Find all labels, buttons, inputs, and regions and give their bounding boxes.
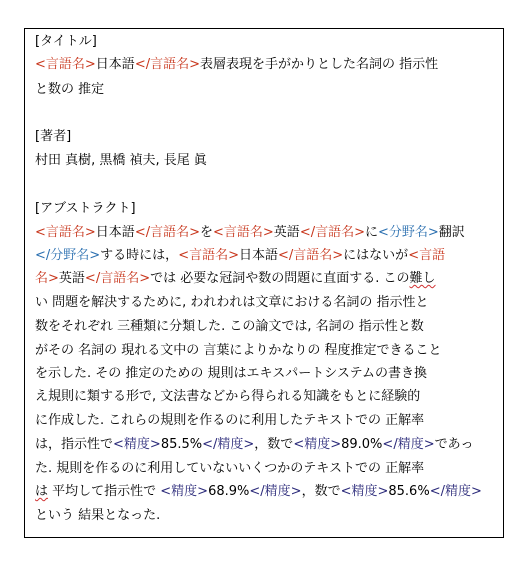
text-line bbox=[35, 484, 482, 500]
text-span: にはないが bbox=[343, 248, 409, 263]
tag-span: <精度> bbox=[340, 484, 389, 499]
text-span: ，数で bbox=[254, 437, 294, 452]
text-span: 翻訳 bbox=[438, 225, 465, 240]
text-span: え規則に類する形で, 文法書などから得られる知識をもとに経験的 bbox=[35, 389, 421, 404]
tag-span: <分野名> bbox=[378, 225, 439, 240]
text-line bbox=[35, 129, 71, 145]
text-span: では 必要な冠詞や数の問題に直面する. この bbox=[150, 271, 410, 286]
text-line bbox=[35, 57, 438, 73]
text-line bbox=[35, 295, 429, 311]
text-span: 日本語 bbox=[95, 225, 135, 240]
text-span: であっ bbox=[434, 437, 474, 452]
tag-span: <言語名> bbox=[35, 57, 96, 72]
text-span: 68.9% bbox=[208, 484, 250, 499]
tag-span: 名> bbox=[35, 271, 59, 286]
text-line bbox=[35, 413, 424, 429]
tag-span: </言語名> bbox=[299, 225, 365, 240]
spellcheck-span: 難し bbox=[409, 271, 436, 286]
tag-span: <精度> bbox=[113, 437, 161, 452]
text-span: [タイトル] bbox=[35, 34, 97, 49]
tag-span: <言語名> bbox=[178, 248, 239, 263]
text-span: する時には， bbox=[100, 248, 179, 263]
text-line bbox=[35, 82, 104, 98]
text-line bbox=[35, 437, 473, 453]
text-span: 村田 真樹, 黒橋 禎夫, 長尾 眞 bbox=[35, 153, 207, 168]
tag-span: </言語名> bbox=[134, 57, 200, 72]
text-span: に bbox=[364, 225, 378, 240]
text-span: 89.0% bbox=[341, 437, 383, 452]
tag-span: </分野名> bbox=[35, 248, 101, 263]
text-span: [著者] bbox=[35, 129, 72, 144]
text-span: を bbox=[199, 225, 213, 240]
text-span: い 問題を解決するために, われわれは文章における名詞の 指示性と bbox=[35, 295, 429, 310]
tag-span: </言語名> bbox=[278, 248, 344, 263]
text-line bbox=[35, 153, 207, 169]
tag-span: </精度> bbox=[202, 437, 255, 452]
text-line bbox=[35, 225, 465, 241]
text-span: 数をそれぞれ 三種類に分類した. この論文では, 名詞の 指示性と数 bbox=[35, 319, 424, 334]
text-span: は，指示性で bbox=[35, 437, 114, 452]
text-span: がその 名詞の 現れる文中の 言葉によりかなりの 程度推定できること bbox=[35, 343, 442, 358]
text-span: 85.6% bbox=[388, 484, 430, 499]
text-span: 平均して指示性で bbox=[48, 484, 161, 499]
text-line bbox=[35, 461, 424, 477]
tag-span: <精度> bbox=[160, 484, 209, 499]
text-line bbox=[35, 271, 436, 287]
tag-span: </言語名> bbox=[84, 271, 151, 286]
tag-span: <言語 bbox=[408, 248, 446, 263]
text-span: 日本語 bbox=[238, 248, 278, 263]
text-span: と数の 推定 bbox=[35, 82, 105, 97]
tag-span: </精度> bbox=[249, 484, 302, 499]
text-line bbox=[35, 319, 424, 335]
text-line bbox=[35, 389, 420, 405]
text-span: という 結果となった. bbox=[35, 508, 161, 523]
text-line bbox=[35, 201, 136, 217]
text-line bbox=[35, 366, 427, 382]
text-span: を示した. その 推定のための 規則はエキスパートシステムの書き換 bbox=[35, 366, 427, 381]
text-line bbox=[35, 248, 445, 264]
text-span: 英語 bbox=[58, 271, 85, 286]
text-line bbox=[35, 343, 442, 359]
tag-span: </精度> bbox=[382, 437, 435, 452]
text-span: ，数で bbox=[301, 484, 341, 499]
document-box bbox=[24, 28, 504, 538]
text-span: た. 規則を作るのに利用していないいくつかのテキストでの 正解率 bbox=[35, 461, 425, 476]
tag-span: <言語名> bbox=[213, 225, 274, 240]
tag-span: </言語名> bbox=[134, 225, 200, 240]
tag-span: </精度> bbox=[429, 484, 482, 499]
text-span: [アブストラクト] bbox=[35, 201, 136, 216]
text-span: 85.5% bbox=[160, 437, 203, 452]
tag-span: <精度> bbox=[293, 437, 342, 452]
text-span: 日本語 bbox=[95, 57, 135, 72]
spellcheck-span: は bbox=[35, 484, 49, 499]
text-span: 英語 bbox=[273, 225, 300, 240]
text-span: 表層表現を手がかりとした名詞の 指示性 bbox=[199, 57, 439, 72]
text-span: に作成した. これらの規則を作るのに利用したテキストでの 正解率 bbox=[35, 413, 425, 428]
text-line bbox=[35, 34, 97, 50]
text-line bbox=[35, 508, 160, 524]
tag-span: <言語名> bbox=[35, 225, 96, 240]
